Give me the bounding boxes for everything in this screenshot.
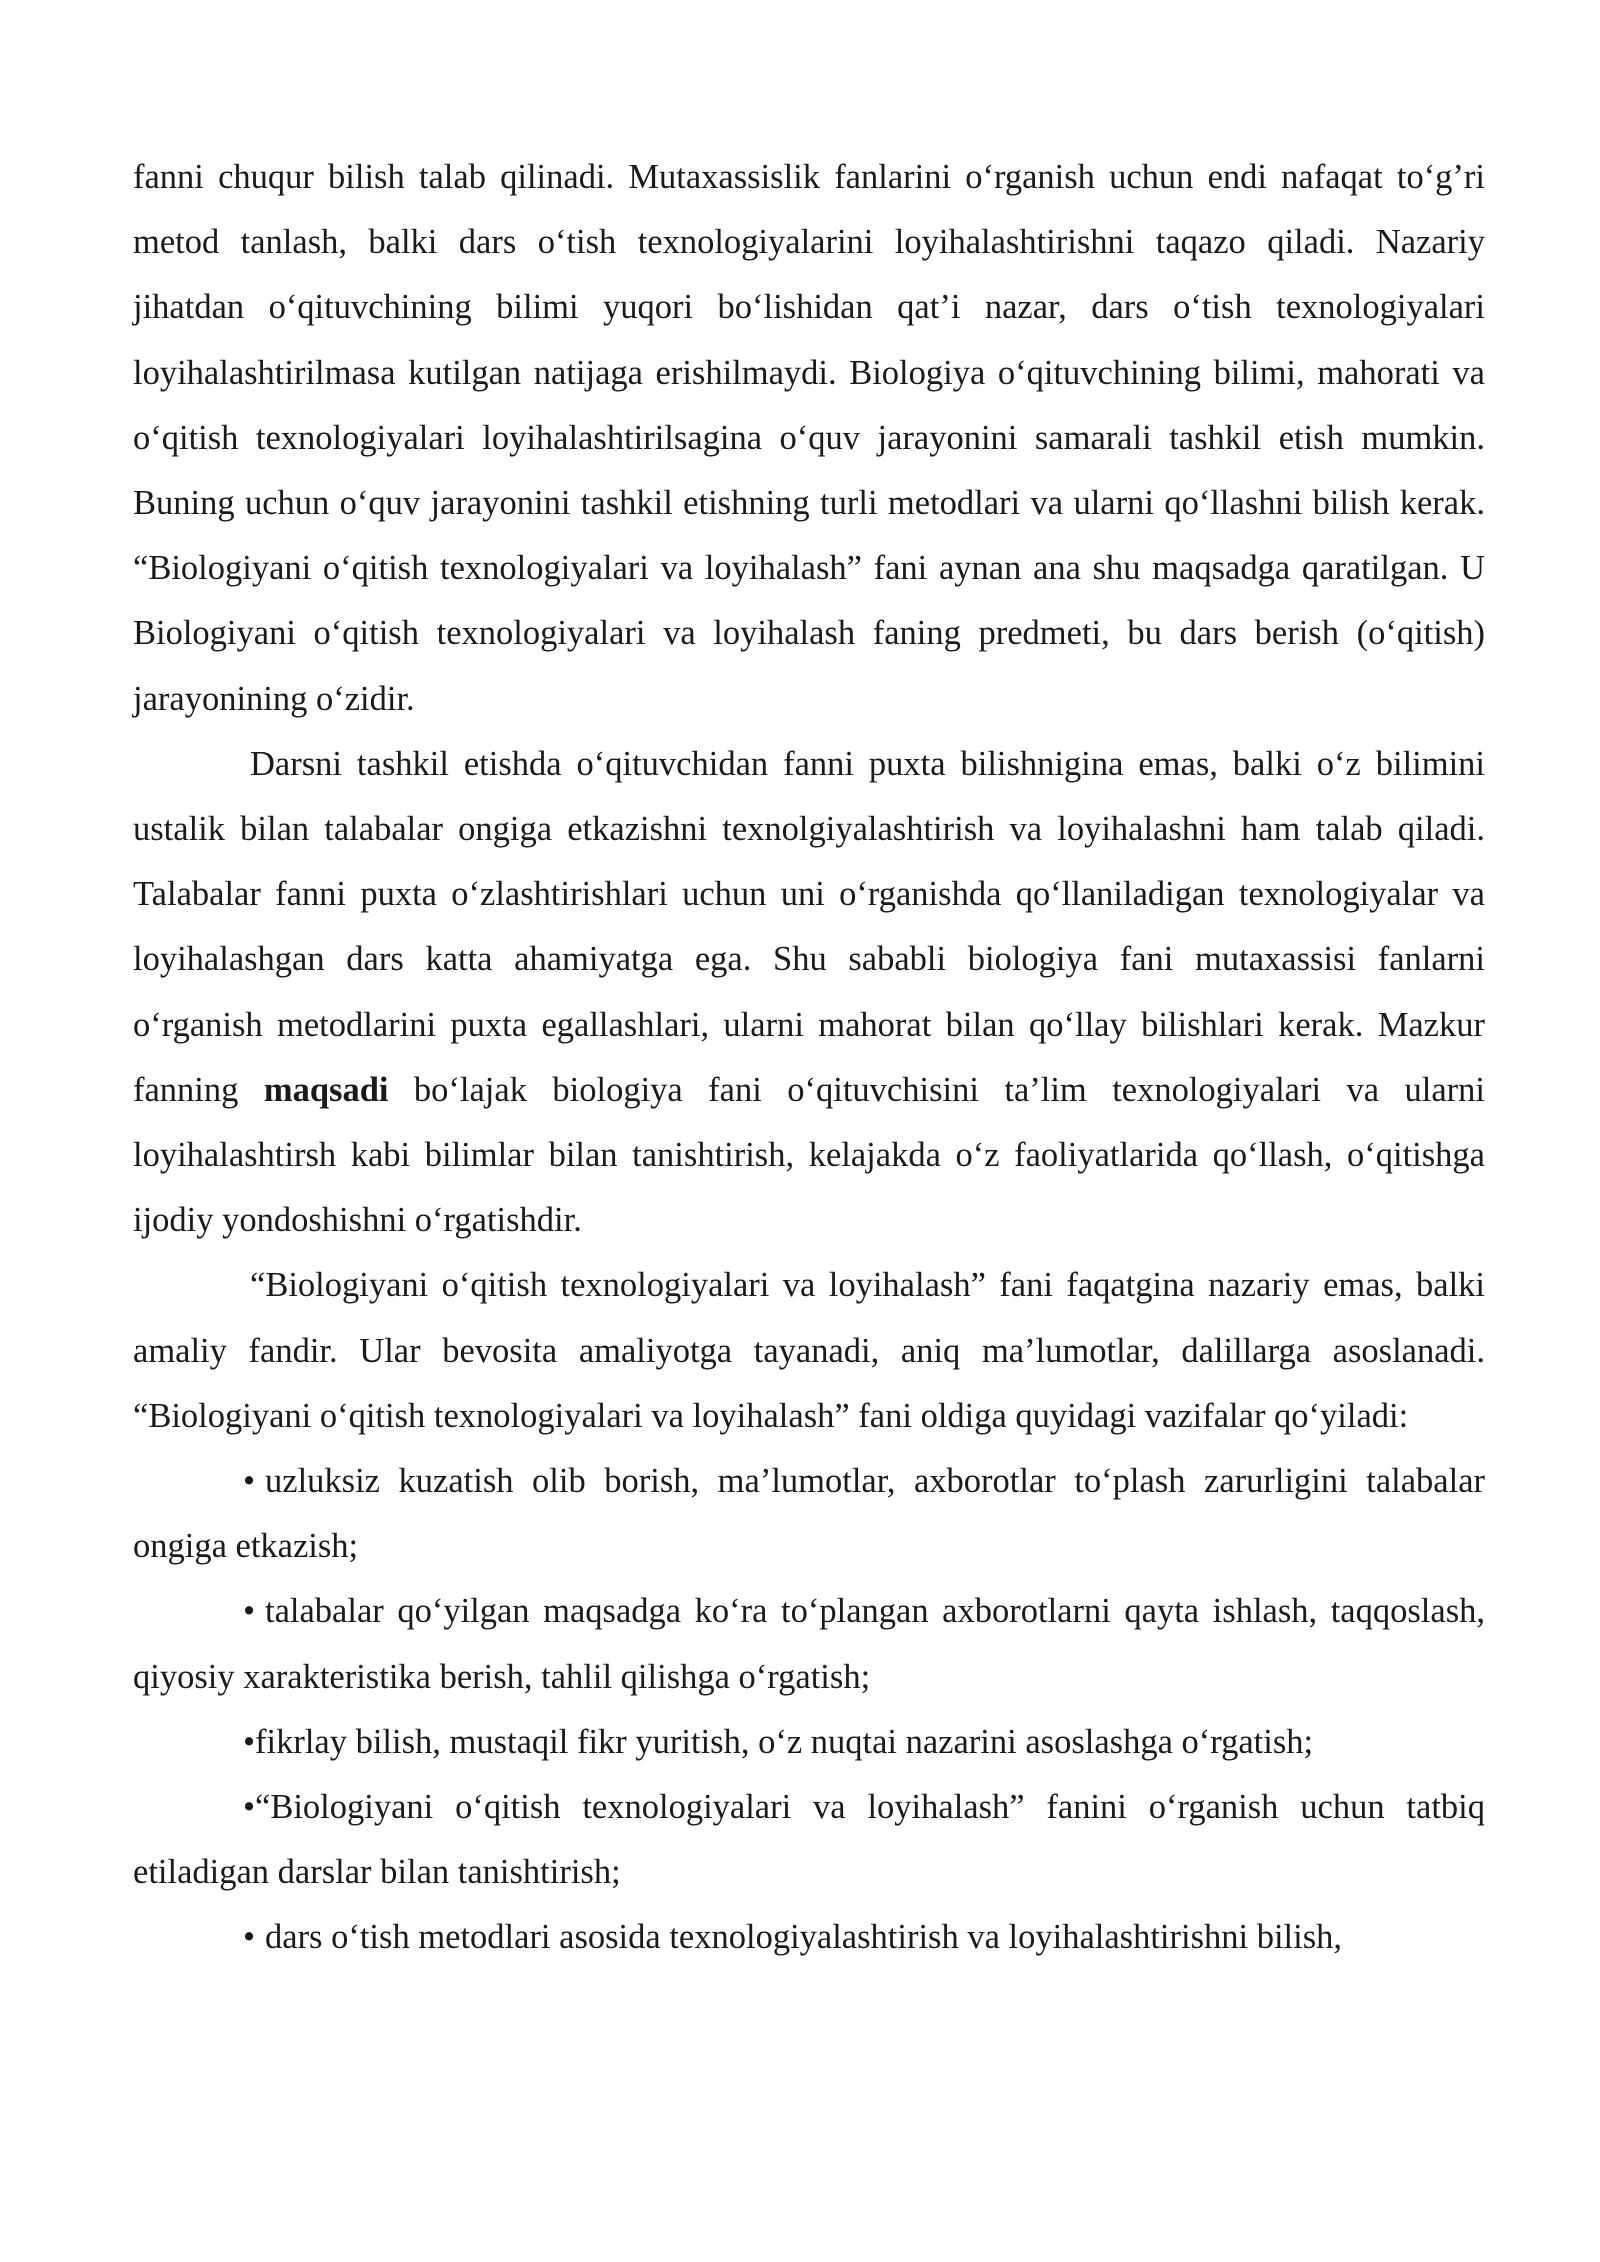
list-item — [133, 1579, 1485, 1709]
paragraph-2 — [133, 732, 1485, 1254]
bold-term-maqsadi: maqsadi — [263, 1070, 389, 1109]
list-item — [133, 1710, 1485, 1775]
list-item-text: uzluksiz kuzatish olib borish, ma’lumotlar, axborotlar to‘plash zarurligini talabalar ongiga etkazish; — [133, 1462, 1485, 1566]
bullet-icon: • — [243, 1592, 256, 1631]
document-page — [133, 145, 1485, 1971]
paragraph-2-text-start: Darsni tashkil etishda o‘qituvchidan fanni puxta bilishnigina emas, balki o‘z bilimini ustalik bilan talabalar ongiga etkazishni texnolgiyalashtirish va loyihalashni ham talab qiladi. Talabalar fanni puxta o‘zlashtirishlari uchun uni o‘rganishda qo‘llaniladigan texnologiyalar va loyihalashgan dars katta ahamiyatga ega. Shu sababli biologiya fani mutaxassisi fanlarni o‘rganish metodlarini puxta egallashlari, ularni mahorat bilan qo‘llay bilishlari kerak. Mazkur fanning — [133, 744, 1485, 1109]
list-item — [133, 1449, 1485, 1579]
bullet-icon: • — [243, 1918, 256, 1957]
paragraph-1: fanni chuqur bilish talab qilinadi. Mutaxassislik fanlarini o‘rganish uchun endi nafaqat to‘g’ri metod tanlash, balki dars o‘tish texnologiyalarini loyihalashtirishni taqazo qiladi. Nazariy jihatdan o‘qituvchining bilimi yuqori bo‘lishidan qat’i nazar, dars o‘tish texnologiyalari loyihalashtirilmasa kutilgan natijaga erishilmaydi. Biologiya o‘qituvchining bilimi, mahorati va o‘qitish texnologiyalari loyihalashtirilsagina o‘quv jarayonini samarali tashkil etish mumkin. Buning uchun o‘quv jarayonini tashkil etishning turli metodlari va ularni qo‘llashni bilish kerak. “Biologiyani o‘qitish texnologiyalari va loyihalash” fani aynan ana shu maqsadga qaratilgan. U Biologiyani o‘qitish texnologiyalari va loyihalash faning predmeti, bu dars berish (o‘qitish) jarayonining o‘zidir. — [133, 158, 1485, 718]
list-item-text: fikrlay bilish, mustaqil fikr yuritish, o‘z nuqtai nazarini asoslashga o‘rgatish; — [255, 1722, 1314, 1761]
bullet-icon: • — [243, 1788, 256, 1827]
list-item — [133, 1905, 1485, 1970]
paragraph-3: “Biologiyani o‘qitish texnologiyalari va loyihalash” fani faqatgina nazariy emas, balki amaliy fandir. Ular bevosita amaliyotga tayanadi, aniq ma’lumotlar, dalillarga asoslanadi. “Biologiyani o‘qitish texnologiyalari va loyihalash” fani oldiga quyidagi vazifalar qo‘yiladi: — [133, 1266, 1485, 1435]
bullet-icon: • — [243, 1722, 256, 1761]
bullet-icon: • — [243, 1462, 256, 1501]
list-item-text: talabalar qo‘yilgan maqsadga ko‘ra to‘plangan axborotlarni qayta ishlash, taqqoslash, qiyosiy xarakteristika berish, tahlil qilishga o‘rgatish; — [133, 1592, 1485, 1696]
paragraph-2-text-end: bo‘lajak biologiya fani o‘qituvchisini ta’lim texnologiyalari va ularni loyihalashtirsh kabi bilimlar bilan tanishtirish, kelajakda o‘z faoliyatlarida qo‘llash, o‘qitishga ijodiy yondoshishni o‘rgatishdir. — [133, 1070, 1485, 1240]
list-item — [133, 1775, 1485, 1905]
list-item-text: dars o‘tish metodlari asosida texnologiyalashtirish va loyihalashtirishni bilish, — [265, 1918, 1343, 1957]
list-item-text: “Biologiyani o‘qitish texnologiyalari va loyihalash” fanini o‘rganish uchun tatbiq etiladigan darslar bilan tanishtirish; — [133, 1788, 1485, 1892]
